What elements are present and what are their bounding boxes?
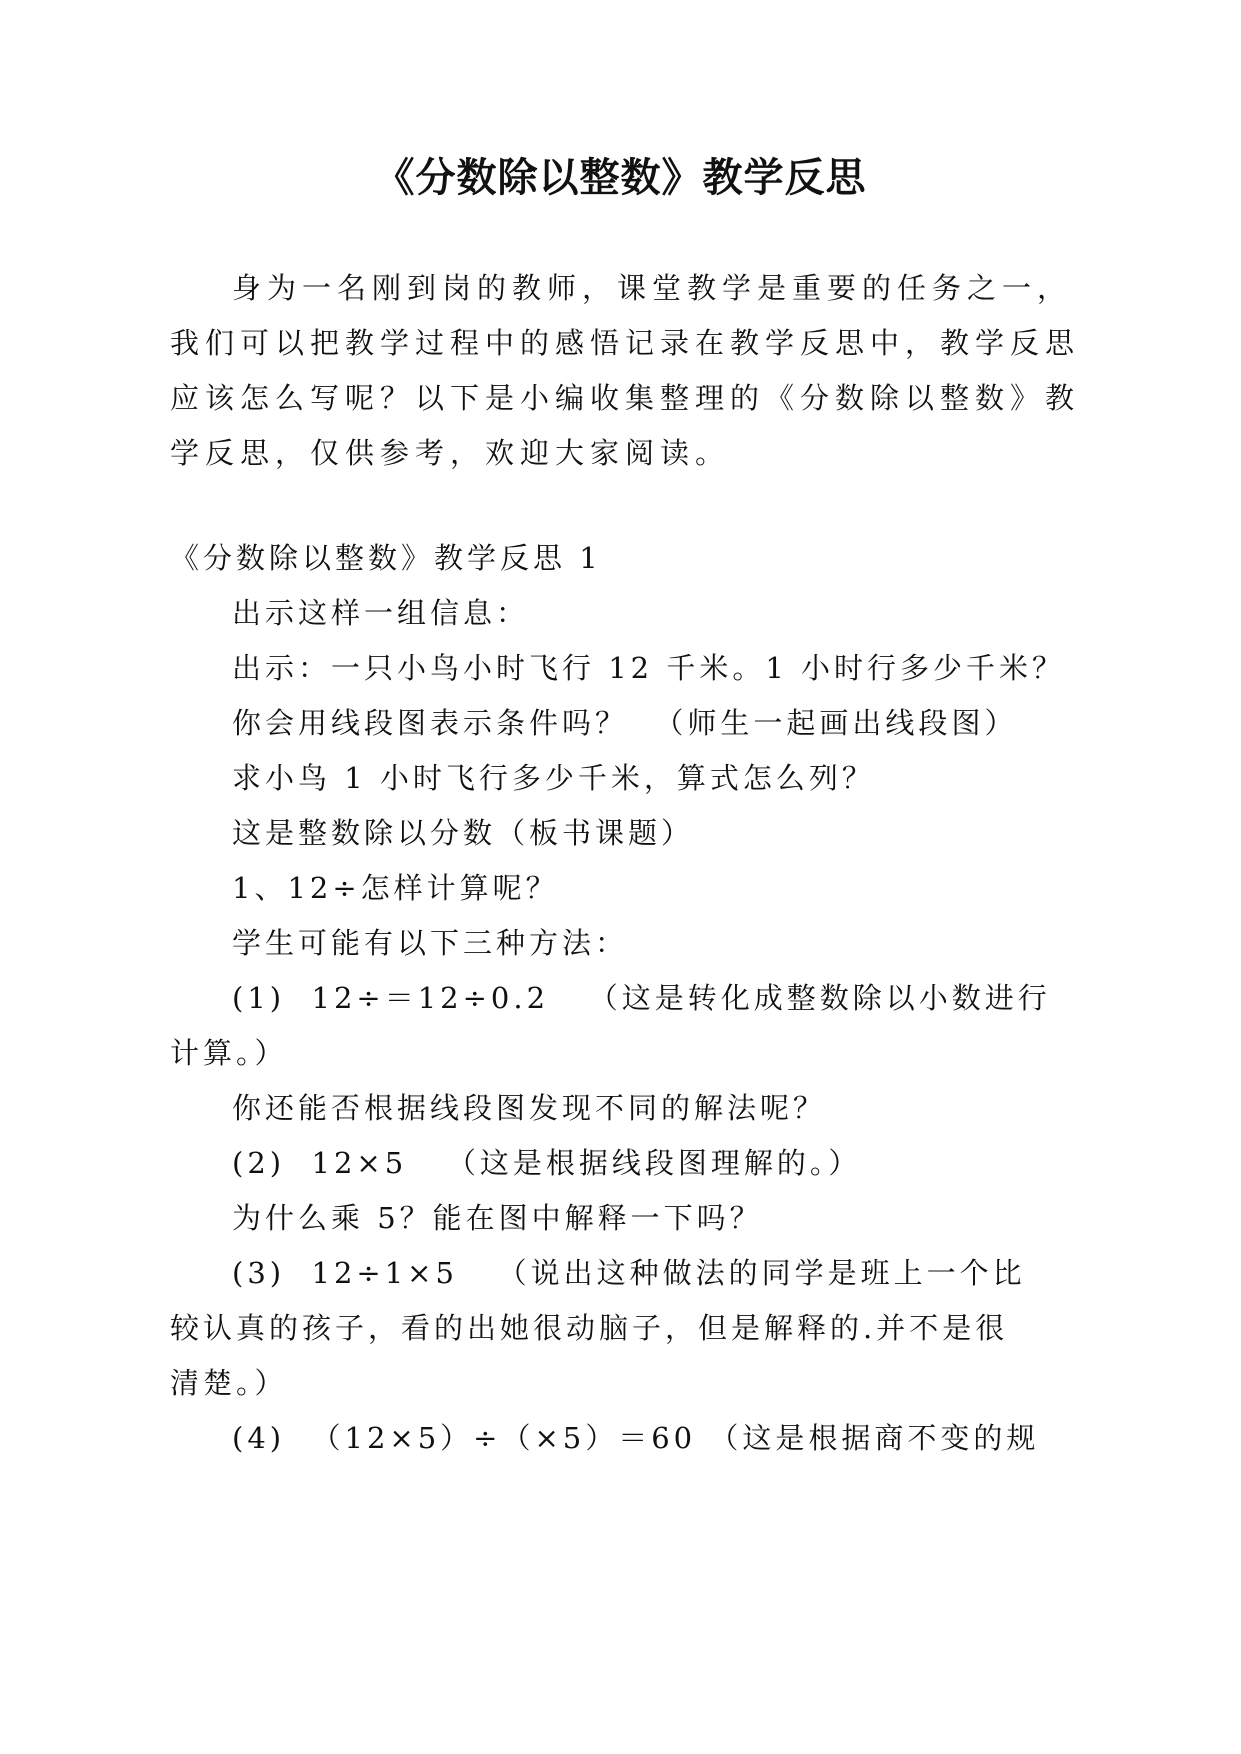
body-line-7: 学生可能有以下三种方法：	[232, 926, 629, 960]
body-line-4: 求小鸟 1 小时飞行多少千米，算式怎么列？	[232, 761, 875, 795]
body-line-6: 1、12÷怎样计算呢？	[232, 871, 559, 905]
section-heading: 《分数除以整数》教学反思 1	[170, 541, 602, 575]
intro-line-3: 应该怎么写呢？以下是小编收集整理的《分数除以整数》教	[170, 381, 1081, 415]
body-line-12: 为什么乘 5？能在图中解释一下吗？	[232, 1201, 763, 1235]
body-line-9: 计算。）	[170, 1036, 288, 1070]
page-title: 《分数除以整数》教学反思	[374, 155, 867, 201]
body-line-1: 出示这样一组信息：	[232, 596, 530, 630]
body-line-16: (4) （12×5）÷（×5）＝60 （这是根据商不变的规	[232, 1421, 1040, 1455]
intro-line-4: 学反思，仅供参考，欢迎大家阅读。	[170, 436, 731, 470]
body-line-10: 你还能否根据线段图发现不同的解法呢？	[232, 1091, 827, 1125]
body-line-2: 出示：一只小鸟小时飞行 12 千米。1 小时行多少千米？	[232, 651, 1066, 685]
body-line-8: (1) 12÷＝12÷0.2 （这是转化成整数除以小数进行	[232, 981, 1051, 1015]
body-line-3: 你会用线段图表示条件吗？ （师生一起画出线段图）	[232, 706, 1018, 740]
body-line-15: 清楚。）	[170, 1366, 288, 1400]
body-line-11: (2) 12×5 （这是根据线段图理解的。）	[232, 1146, 862, 1180]
intro-line-2: 我们可以把教学过程中的感悟记录在教学反思中，教学反思	[170, 326, 1081, 360]
body-line-13: (3) 12÷1×5 （说出这种做法的同学是班上一个比	[232, 1256, 1026, 1290]
body-line-14: 较认真的孩子，看的出她很动脑子，但是解释的.并不是很	[170, 1311, 1009, 1345]
intro-line-1: 身为一名刚到岗的教师，课堂教学是重要的任务之一，	[232, 271, 1073, 305]
body-line-5: 这是整数除以分数（板书课题）	[232, 816, 695, 850]
